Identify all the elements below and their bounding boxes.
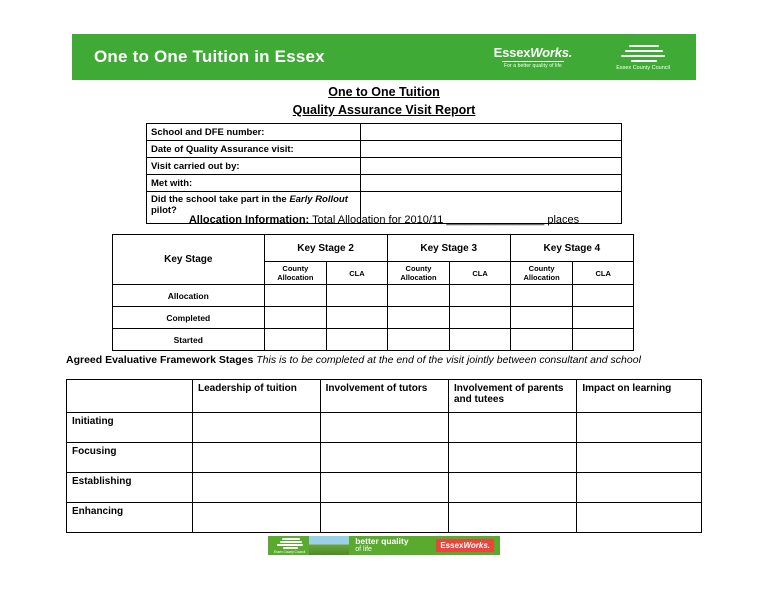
- allocation-blank-field[interactable]: ________________: [446, 214, 545, 226]
- row-label-completed: Completed: [113, 307, 265, 329]
- allocation-ks4-county[interactable]: [510, 285, 573, 307]
- footer-photo-image: [309, 536, 349, 555]
- key-stage-2-header: Key Stage 2: [264, 235, 387, 262]
- framework-col-leadership: Leadership of tuition: [193, 380, 321, 413]
- key-stage-4-header: Key Stage 4: [510, 235, 633, 262]
- framework-intro: [66, 353, 706, 367]
- started-ks3-cla[interactable]: [450, 329, 511, 351]
- framework-col-parents-tutees: Involvement of parents and tutees: [449, 380, 577, 413]
- started-ks2-cla[interactable]: [327, 329, 388, 351]
- table-row: [67, 473, 702, 503]
- table-header-row: [67, 380, 702, 413]
- early-rollout-emphasis: Early Rollout: [289, 194, 348, 205]
- allocation-label: Allocation Information:: [188, 214, 310, 226]
- completed-ks3-cla[interactable]: [450, 307, 511, 329]
- info-label-visit-by: Visit carried out by:: [147, 158, 361, 175]
- essexworks-name-part1: Essex: [493, 44, 531, 60]
- initiating-impact[interactable]: [577, 413, 702, 443]
- enhancing-leadership[interactable]: [193, 503, 321, 533]
- school-info-table: [146, 123, 622, 224]
- ks2-cla-header: CLA: [327, 262, 388, 285]
- key-stage-3-header: Key Stage 3: [387, 235, 510, 262]
- allocation-ks2-county[interactable]: [264, 285, 327, 307]
- table-row: [113, 329, 634, 351]
- enhancing-impact[interactable]: [577, 503, 702, 533]
- row-label-started: Started: [113, 329, 265, 351]
- framework-note: This is to be completed at the end of the visit jointly between consultant and school: [256, 354, 641, 366]
- allocation-information-line: [0, 214, 768, 226]
- enhancing-tutors[interactable]: [320, 503, 448, 533]
- info-value-date[interactable]: [361, 141, 622, 158]
- allocation-ks2-cla[interactable]: [327, 285, 388, 307]
- key-stage-table: [112, 234, 634, 351]
- essexworks-wordmark: [494, 46, 573, 59]
- table-row: [147, 124, 622, 141]
- info-label-school-dfe: School and DFE number:: [147, 124, 361, 141]
- council-name: Essex County Council: [616, 64, 670, 71]
- completed-ks4-county[interactable]: [510, 307, 573, 329]
- footer-essexworks-part1: Essex: [440, 541, 464, 550]
- enhancing-parents-tutees[interactable]: [449, 503, 577, 533]
- focusing-impact[interactable]: [577, 443, 702, 473]
- banner-title: One to One Tuition in Essex: [94, 47, 325, 66]
- table-row: [67, 443, 702, 473]
- started-ks3-county[interactable]: [387, 329, 450, 351]
- table-row: [147, 141, 622, 158]
- ks3-county-allocation-header: County Allocation: [387, 262, 450, 285]
- footer-tagline-line1: better quality: [355, 536, 409, 547]
- essex-county-council-logo: [616, 43, 670, 72]
- footer-essexworks-part2: Works.: [463, 541, 490, 550]
- early-rollout-text-before: Did the school take part in the: [151, 194, 290, 205]
- allocation-ks3-cla[interactable]: [450, 285, 511, 307]
- early-rollout-text-after: pilot?: [151, 205, 177, 216]
- allocation-ks3-county[interactable]: [387, 285, 450, 307]
- essexworks-logo: [494, 46, 573, 69]
- ks4-cla-header: CLA: [573, 262, 634, 285]
- initiating-leadership[interactable]: [193, 413, 321, 443]
- table-row: [113, 307, 634, 329]
- allocation-text-after: places: [547, 214, 580, 226]
- info-value-visit-by[interactable]: [361, 158, 622, 175]
- banner-logos: [494, 43, 670, 72]
- table-row: [67, 503, 702, 533]
- allocation-ks4-cla[interactable]: [573, 285, 634, 307]
- row-label-allocation: Allocation: [113, 285, 265, 307]
- completed-ks4-cla[interactable]: [573, 307, 634, 329]
- framework-col-blank: [67, 380, 193, 413]
- key-stage-header: Key Stage: [113, 235, 265, 285]
- footer-banner: [268, 536, 500, 555]
- framework-col-tutors: Involvement of tutors: [320, 380, 448, 413]
- completed-ks3-county[interactable]: [387, 307, 450, 329]
- focusing-leadership[interactable]: [193, 443, 321, 473]
- table-row: [147, 175, 622, 192]
- ks2-county-allocation-header: County Allocation: [264, 262, 327, 285]
- focusing-parents-tutees[interactable]: [449, 443, 577, 473]
- footer-council-logo: [274, 537, 305, 554]
- establishing-parents-tutees[interactable]: [449, 473, 577, 503]
- table-row: [113, 285, 634, 307]
- info-label-date: Date of Quality Assurance visit:: [147, 141, 361, 158]
- footer-council-name: Essex County Council: [274, 550, 306, 554]
- evaluative-framework-table: [66, 379, 702, 533]
- focusing-tutors[interactable]: [320, 443, 448, 473]
- council-waves-icon: [621, 43, 665, 63]
- initiating-parents-tutees[interactable]: [449, 413, 577, 443]
- started-ks4-county[interactable]: [510, 329, 573, 351]
- council-waves-icon: [277, 537, 303, 549]
- info-value-school-dfe[interactable]: [361, 124, 622, 141]
- essexworks-rule: [502, 61, 564, 62]
- footer-tagline-line2: of life: [355, 546, 372, 554]
- ks4-county-allocation-header: County Allocation: [510, 262, 573, 285]
- page-title: [0, 84, 768, 120]
- completed-ks2-cla[interactable]: [327, 307, 388, 329]
- footer-essexworks-logo: [436, 539, 494, 552]
- header-banner: [72, 34, 696, 80]
- footer-tagline: [349, 537, 436, 553]
- page-title-line2: Quality Assurance Visit Report: [292, 102, 476, 117]
- framework-stage-focusing: Focusing: [67, 443, 193, 473]
- framework-stage-enhancing: Enhancing: [67, 503, 193, 533]
- info-label-met-with: Met with:: [147, 175, 361, 192]
- allocation-text-before: Total Allocation for 2010/11: [312, 214, 444, 226]
- initiating-tutors[interactable]: [320, 413, 448, 443]
- page-title-line1: One to One Tuition: [328, 85, 440, 99]
- essexworks-tagline: For a better quality of life: [504, 62, 562, 69]
- framework-heading: Agreed Evaluative Framework Stages: [66, 354, 254, 366]
- table-row: [147, 158, 622, 175]
- establishing-tutors[interactable]: [320, 473, 448, 503]
- info-value-met-with[interactable]: [361, 175, 622, 192]
- started-ks2-county[interactable]: [264, 329, 327, 351]
- ks3-cla-header: CLA: [450, 262, 511, 285]
- framework-stage-establishing: Establishing: [67, 473, 193, 503]
- table-header-row: [113, 235, 634, 262]
- completed-ks2-county[interactable]: [264, 307, 327, 329]
- table-row: [67, 413, 702, 443]
- essexworks-name-part2: Works.: [530, 44, 573, 60]
- framework-col-impact: Impact on learning: [577, 380, 702, 413]
- establishing-impact[interactable]: [577, 473, 702, 503]
- started-ks4-cla[interactable]: [573, 329, 634, 351]
- establishing-leadership[interactable]: [193, 473, 321, 503]
- framework-stage-initiating: Initiating: [67, 413, 193, 443]
